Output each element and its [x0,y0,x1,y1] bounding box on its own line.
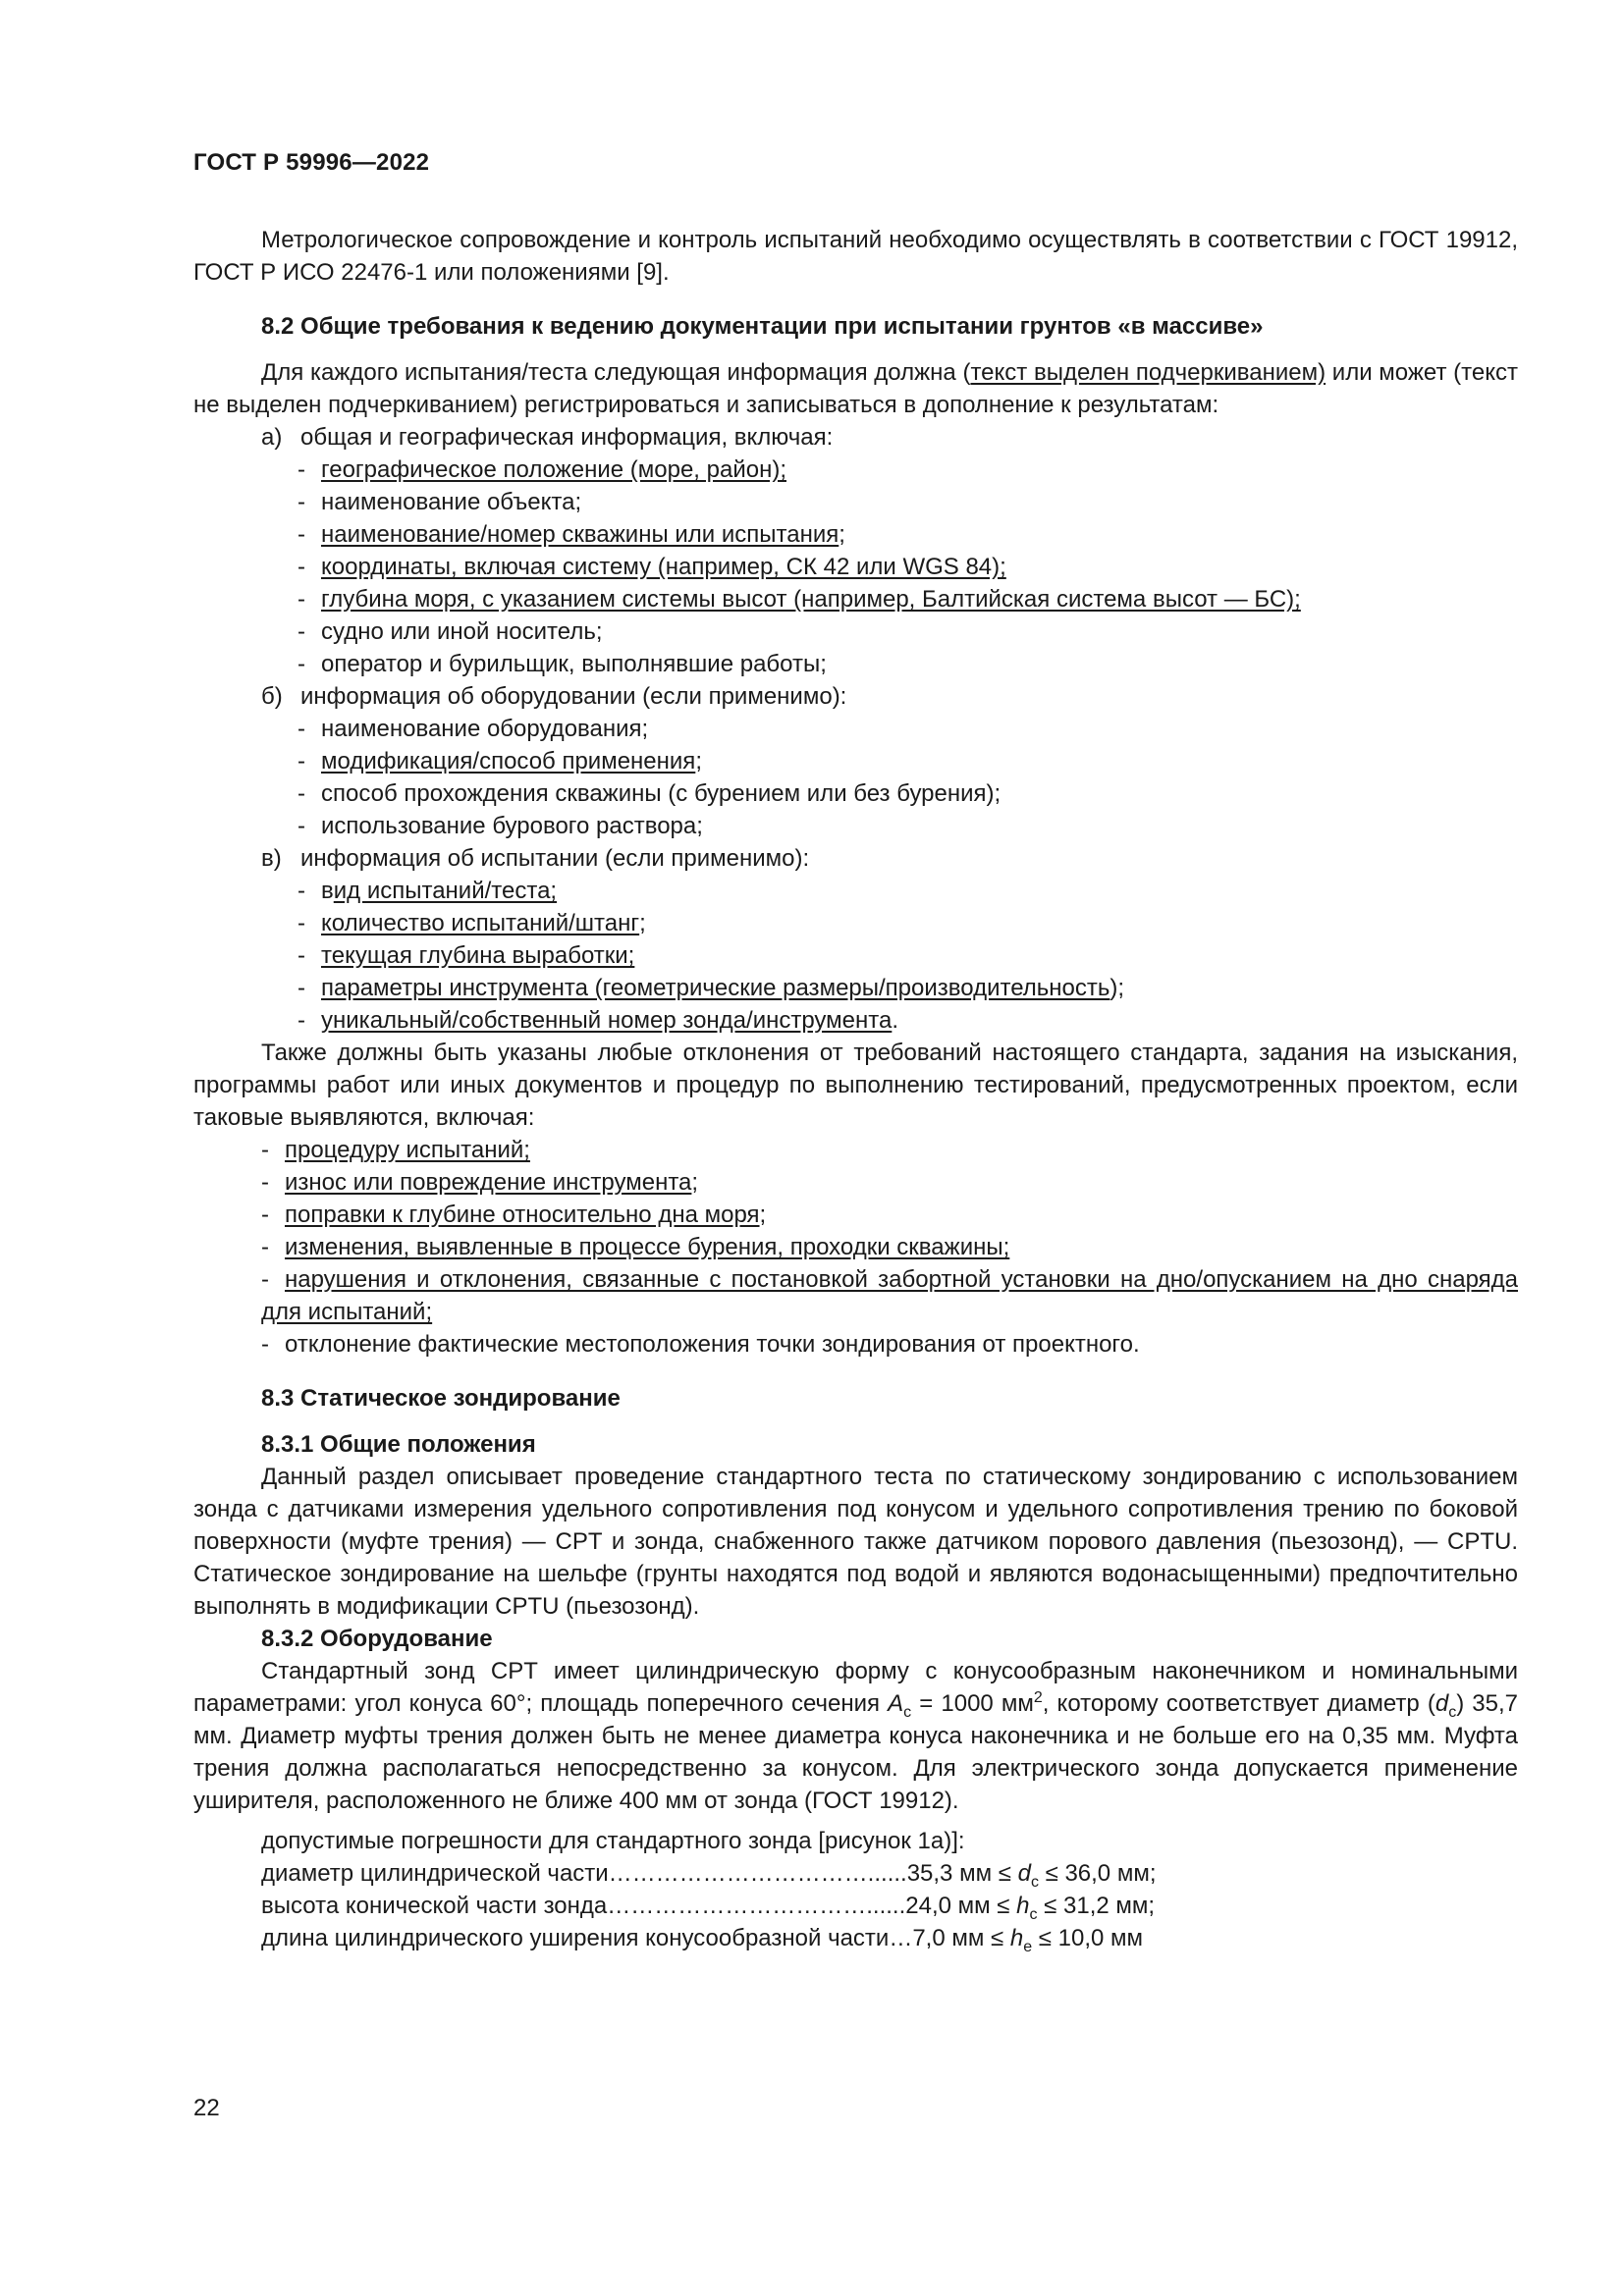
deviations-list [193,1134,1518,1361]
document-code: ГОСТ Р 59996—2022 [193,149,430,176]
group-a-title-text: общая и географическая информация, включая: [300,424,834,451]
p1-after: или может (текст не выделен подчеркиванием) регистрироваться и записываться в дополнение к результатам: [193,359,1518,418]
p1-before: Для каждого испытания/теста следующая информация должна ( [261,359,971,386]
list-item: - модификация/способ применения; [298,748,702,774]
group-a-list [193,454,1518,680]
list-item: - отклонение фактические местоположения точки зондирования от проектного. [261,1331,1140,1358]
list-item: - текущая глубина выработки; [298,942,635,969]
list-item: - способ прохождения скважины (с бурением или без бурения); [298,780,1001,807]
section-8-3-heading: 8.3 Статическое зондирование [261,1385,621,1412]
group-v-title [193,842,1518,875]
list-item: - изменения, выявленные в процессе бурения, проходки скважины; [261,1234,1010,1260]
list-item: - количество испытаний/штанг; [298,910,646,936]
section-8-3-2-heading: 8.3.2 Оборудование [261,1626,493,1652]
group-v-list [193,875,1518,1037]
tolerance-row: высота конической части зонда……………………………......24,0 мм ≤ $h_c \le 31,2$ мм; [261,1893,1156,1923]
deviations-paragraph: Также должны быть указаны любые отклонения от требований настоящего стандарта, задания на изыскания, программы работ или иных документов и процедур по выполнению тестирований, предусмотренных проектом, если таковые выявляются, включая: [193,1040,1518,1131]
list-item: - географическое положение (море, район); [298,456,786,483]
list-item: - координаты, включая систему (например, СК 42 или WGS 84); [298,554,1006,580]
list-item: - уникальный/собственный номер зонда/инструмента. [298,1007,898,1034]
list-item: - наименование объекта; [298,489,582,515]
section-8-3-2-paragraph: Стандартный зонд CPT имеет цилиндрическую форму с конусообразным наконечником и номинальными параметрами: угол конуса 60°; площадь поперечного сечения $A_c = 1000$ $мм^2$, которому соответствует диаметр $(d_c)$ 35,7 мм. Диаметр муфты трения должен быть не менее диаметра конуса наконечника и не больше его на 0,35 мм. Муфта трения должна располагаться непосредственно за конусом. Для электрического зонда допускается применение уширителя, расположенного не ближе 400 мм от зонда (ГОСТ 19912). [193,1658,1518,1814]
section-8-3-1-heading: 8.3.1 Общие положения [261,1431,536,1458]
group-b-letter: б) [261,683,283,710]
list-item: - нарушения и отклонения, связанные с постановкой забортной установки на дно/опусканием на дно снаряда для испытаний; [261,1266,1518,1325]
intro-paragraph: Метрологическое сопровождение и контроль испытаний необходимо осуществлять в соответствии с ГОСТ 19912, ГОСТ Р ИСО 22476-1 или положениями [9]. [193,227,1518,286]
list-item: - параметры инструмента (геометрические размеры/производительность); [298,975,1125,1001]
list-item: - наименование/номер скважины или испытания; [298,521,845,548]
list-item: - наименование оборудования; [298,716,649,742]
list-item: - вид испытаний/теста; [298,878,558,904]
tolerance-title: допустимые погрешности для стандартного зонда [рисунок 1а)]: [261,1828,965,1854]
list-item: - оператор и бурильщик, выполнявшие работы; [298,651,827,677]
tolerance-row: диаметр цилиндрической части……………………………......35,3 мм ≤ $d_c \le 36,0$ мм; [261,1860,1157,1891]
tolerance-row: длина цилиндрического уширения конусообразной части…7,0 мм ≤ $h_e \le 10,0$ мм [261,1925,1144,1955]
group-v-letter: в) [261,845,282,872]
section-8-2-heading: 8.2 Общие требования к ведению документации при испытании грунтов «в массиве» [261,313,1264,340]
list-item: - поправки к глубине относительно дна моря; [261,1201,767,1228]
list-item: - судно или иной носитель; [298,618,603,645]
group-a-title [193,421,1518,454]
group-v-title-text: информация об испытании (если применимо): [300,845,810,872]
group-a-letter: а) [261,424,283,451]
list-item: - глубина моря, с указанием системы высот (например, Балтийская система высот — БС); [298,586,1301,613]
document-body [193,224,1518,1954]
list-item: - процедуру испытаний; [261,1137,530,1163]
group-b-title-text: информация об оборудовании (если применимо): [300,683,847,710]
group-b-list [193,713,1518,842]
p1-underlined: текст выделен подчеркиванием) [970,359,1326,386]
section-8-3-1-paragraph: Данный раздел описывает проведение стандартного теста по статическому зондированию с использованием зонда с датчиками измерения удельного сопротивления под конусом и удельного сопротивления трению по боковой поверхности (муфте трения) — CPT и зонда, снабженного также датчиком порового давления (пьезозонд), — CPTU. Статическое зондирование на шельфе (грунты находятся под водой и являются водонасыщенными) предпочтительно выполнять в модификации CPTU (пьезозонд). [193,1464,1518,1620]
page-number: 22 [193,2095,220,2121]
section-8-2-paragraph [193,356,1518,421]
group-b-title [193,680,1518,713]
list-item: - износ или повреждение инструмента; [261,1169,699,1196]
list-item: - использование бурового раствора; [298,813,703,839]
